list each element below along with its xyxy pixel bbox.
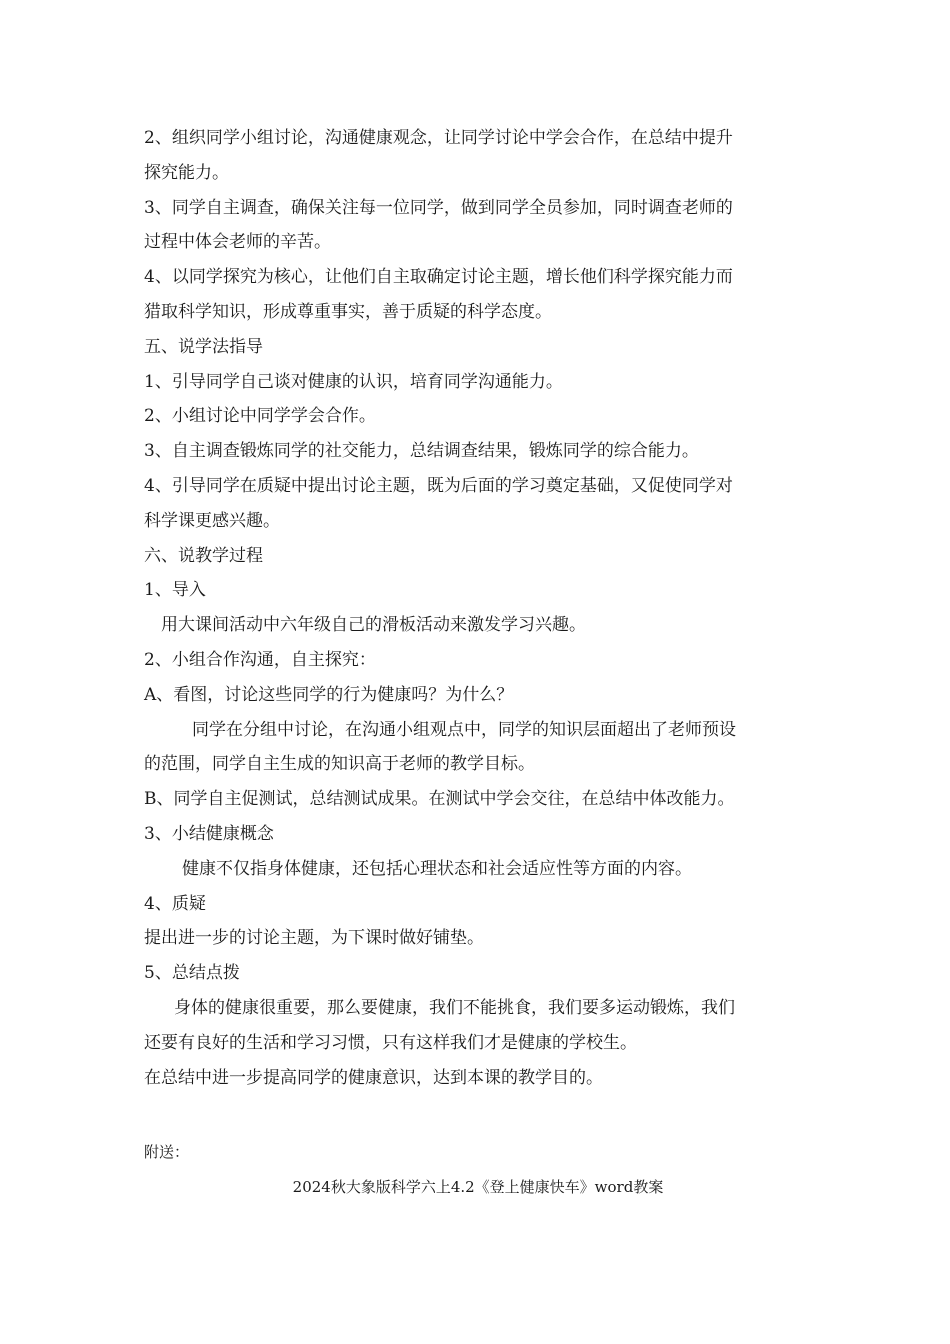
text-line: 提出进一步的讨论主题，为下课时做好铺垫。 <box>144 928 484 949</box>
text-line: 3、自主调查锻炼同学的社交能力，总结调查结果，锻炼同学的综合能力。 <box>144 441 699 462</box>
sub-heading: 2、小组合作沟通，自主探究： <box>144 649 376 670</box>
text-line: 3、同学自主调查，确保关注每一位同学，做到同学全员参加，同时调查老师的 <box>144 197 733 218</box>
text-line: 身体的健康很重要，那么要健康，我们不能挑食，我们要多运动锻炼，我们 <box>174 997 735 1018</box>
text-line: 健康不仅指身体健康，还包括心理状态和社会适应性等方面的内容。 <box>182 858 692 879</box>
text-line: 探究能力。 <box>144 162 229 183</box>
appendix-label: 附送： <box>144 1143 190 1161</box>
sub-heading: 3、小结健康概念 <box>144 823 274 844</box>
document-body <box>144 121 812 1095</box>
text-line: A、看图，讨论这些同学的行为健康吗？为什么？ <box>144 684 514 705</box>
text-line: 同学在分组中讨论，在沟通小组观点中，同学的知识层面超出了老师预设 <box>192 719 736 740</box>
text-line: B、同学自主促测试，总结测试成果。在测试中学会交往，在总结中体改能力。 <box>144 789 735 810</box>
text-line: 4、以同学探究为核心，让他们自主取确定讨论主题，增长他们科学探究能力而 <box>144 267 733 288</box>
sub-heading: 5、总结点拨 <box>144 963 240 984</box>
sub-heading: 4、质疑 <box>144 893 206 914</box>
section-heading: 六、说教学过程 <box>144 545 263 566</box>
sub-heading: 1、导入 <box>144 580 206 601</box>
text-line: 2、组织同学小组讨论，沟通健康观念，让同学讨论中学会合作，在总结中提升 <box>144 128 733 148</box>
section-heading: 五、说学法指导 <box>144 336 263 357</box>
text-line: 在总结中进一步提高同学的健康意识，达到本课的教学目的。 <box>144 1067 603 1088</box>
text-line: 用大课间活动中六年级自己的滑板活动来激发学习兴趣。 <box>161 615 586 636</box>
text-line: 猎取科学知识，形成尊重事实，善于质疑的科学态度。 <box>144 301 552 322</box>
text-line: 的范围，同学自主生成的知识高于老师的教学目标。 <box>144 754 535 775</box>
text-line: 1、引导同学自己谈对健康的认识，培育同学沟通能力。 <box>144 371 563 392</box>
text-line: 还要有良好的生活和学习习惯，只有这样我们才是健康的学校生。 <box>144 1032 637 1053</box>
text-line: 科学课更感兴趣。 <box>144 510 280 531</box>
text-line: 2、小组讨论中同学学会合作。 <box>144 406 376 427</box>
text-line: 过程中体会老师的辛苦。 <box>144 232 331 253</box>
text-line: 4、引导同学在质疑中提出讨论主题，既为后面的学习奠定基础，又促使同学对 <box>144 475 733 496</box>
appendix-title: 2024秋大象版科学六上4.2《登上健康快车》word教案 <box>292 1178 664 1196</box>
